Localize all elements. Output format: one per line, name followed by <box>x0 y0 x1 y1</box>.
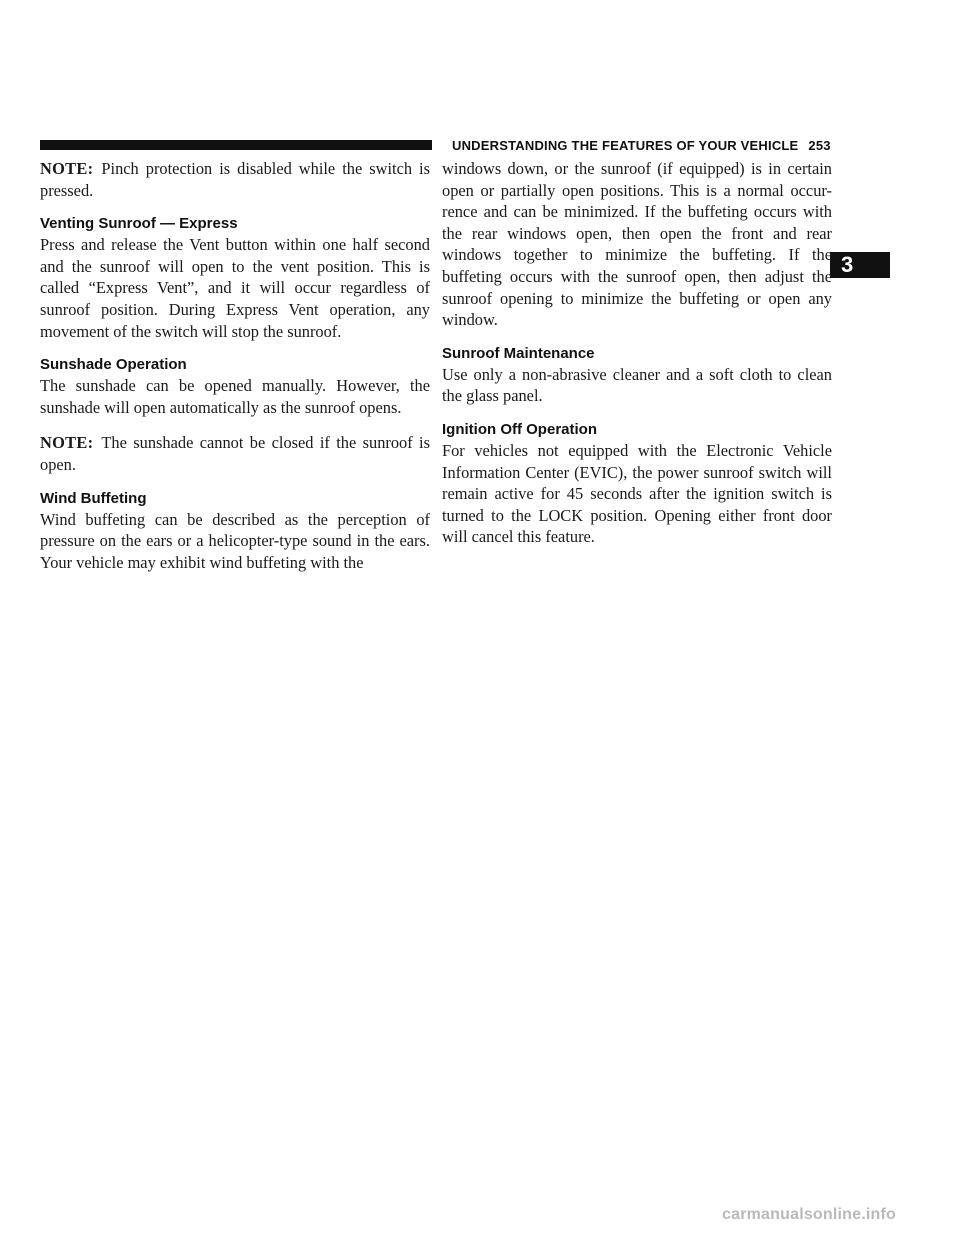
chapter-tab: 3 <box>830 252 890 278</box>
note-label: NOTE: <box>40 433 94 453</box>
header-rule <box>40 140 432 150</box>
heading-venting-sunroof: Venting Sunroof — Express <box>40 215 238 233</box>
watermark: carmanualsonline.info <box>722 1206 897 1223</box>
page-number: 253 <box>808 138 831 153</box>
heading-wind-buffeting: Wind Buffeting <box>40 489 147 507</box>
paragraph-wind-buffeting: Wind buffeting can be described as the perception of pressure on the ears or a helicopter-type sound in the ears. Your vehicle may exhibit wind buffeting with the <box>40 509 430 572</box>
note-label: NOTE: <box>40 159 94 178</box>
heading-sunroof-maintenance: Sunroof Maintenance <box>442 344 595 362</box>
note-pinch-protection <box>40 158 430 201</box>
note-text: Pinch protection is disabled while the switch is pressed. <box>40 159 430 200</box>
right-column <box>442 158 832 558</box>
heading-ignition-off-operation: Ignition Off Operation <box>442 420 597 438</box>
heading-sunshade-operation: Sunshade Operation <box>40 356 187 374</box>
paragraph-sunroof-maintenance: Use only a non-abrasive cleaner and a soft cloth to clean the glass panel. <box>442 364 832 406</box>
note-text: The sunshade cannot be closed if the sunroof is open. <box>40 433 430 474</box>
paragraph-wind-buffeting-continued: windows down, or the sunroof (if equipped) is in certain open or partially open positions. This is a normal occur-rence and can be minimized. If the buffeting occurs with the rear windows open, then open the front and rear windows together to minimize the buffeting. If the buffeting occurs with the sunroof open, then adjust the sunroof opening to minimize the buffeting or open any window. <box>442 159 832 330</box>
left-column <box>40 158 430 583</box>
note-sunshade <box>40 432 430 475</box>
paragraph-sunshade-operation: The sunshade can be opened manually. However, the sunshade will open automatically as the sunroof opens. <box>40 376 430 417</box>
running-header <box>452 138 831 153</box>
header-title: UNDERSTANDING THE FEATURES OF YOUR VEHICLE <box>452 138 799 153</box>
paragraph-ignition-off-operation: For vehicles not equipped with the Electronic Vehicle Information Center (EVIC), the power sunroof switch will remain active for 45 seconds after the ignition switch is turned to the LOCK position. Opening either front door will cancel this feature. <box>442 440 832 547</box>
paragraph-venting-sunroof: Press and release the Vent button within one half second and the sunroof will open to the vent position. This is called “Express Vent”, and it will occur regardless of sunroof position. During Express Vent operation, any movement of the switch will stop the sunroof. <box>40 235 430 341</box>
